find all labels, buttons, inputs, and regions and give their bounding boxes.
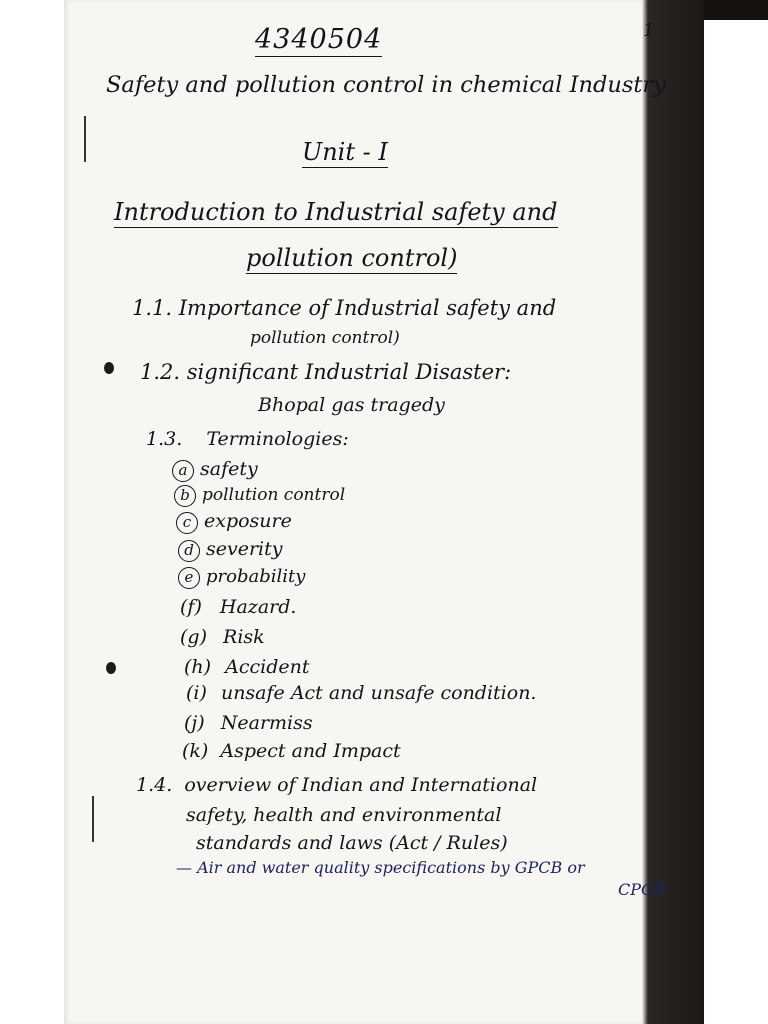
term-item [180,596,296,618]
topic-1-3 [146,428,349,450]
punch-hole [106,662,116,674]
term-marker: b [174,485,196,507]
topic-1-2 [140,360,511,384]
topic-number: 1.3. [146,428,183,450]
term-marker: (f) [180,596,202,618]
topic-1-4 [136,774,537,796]
margin-mark [92,796,94,842]
term-marker: e [178,567,200,589]
topic-text: significant Industrial Disaster: [186,360,512,384]
term-item [176,510,292,534]
page-edge-shadow [642,0,704,1024]
unit-heading: Unit - I [302,138,388,166]
punch-hole [104,362,114,374]
page-number: 1 [643,20,655,41]
term-text: Nearmiss [220,712,313,734]
page-corner-shadow [704,0,768,20]
topic-number: 1.2. [140,360,181,384]
topic-1-4-cont: safety, health and environmental [186,804,502,826]
term-marker: d [178,540,200,562]
topic-1-4-cont: standards and laws (Act / Rules) [196,832,508,854]
note-line: — Air and water quality specifications by GPCB or [176,858,585,877]
term-item [178,538,283,562]
term-text: Accident [225,656,310,678]
term-text: Hazard. [219,596,297,618]
term-marker: a [172,460,194,482]
term-text: unsafe Act and unsafe condition. [220,682,537,704]
course-code: 4340504 [255,24,383,55]
term-text: pollution control [202,485,346,505]
unit-title-line1: Introduction to Industrial safety and [114,198,558,226]
term-item [174,485,345,507]
topic-1-2-cont: Bhopal gas tragedy [258,394,445,416]
term-marker: (i) [186,682,207,704]
term-item [184,712,313,734]
term-text: Aspect and Impact [220,740,401,762]
topic-text: Terminologies: [206,428,349,450]
course-title: Safety and pollution control in chemical Industry [106,72,666,98]
topic-number: 1.4. [136,774,173,796]
topic-number: 1.1. [132,296,173,320]
term-marker: (g) [180,626,207,648]
term-item [186,682,536,704]
term-marker: (j) [184,712,205,734]
term-item [182,740,401,762]
term-text: exposure [204,510,292,532]
topic-text: Importance of Industrial safety and [178,296,557,320]
topic-text: overview of Indian and International [184,774,538,796]
term-text: Risk [223,626,265,648]
term-marker: (k) [182,740,209,762]
term-item [178,566,305,589]
term-item [180,626,265,648]
term-text: severity [206,538,283,560]
term-marker: c [176,512,198,534]
margin-mark [84,116,86,162]
term-marker: (h) [184,656,212,678]
topic-1-1-cont: pollution control) [250,328,400,348]
unit-title-line2: pollution control) [246,244,458,272]
note-line-cont: CPCB [618,880,666,899]
topic-1-1 [132,296,556,320]
term-text: safety [200,458,258,480]
term-item [172,458,258,482]
term-item [184,656,309,678]
term-text: probability [206,566,306,587]
